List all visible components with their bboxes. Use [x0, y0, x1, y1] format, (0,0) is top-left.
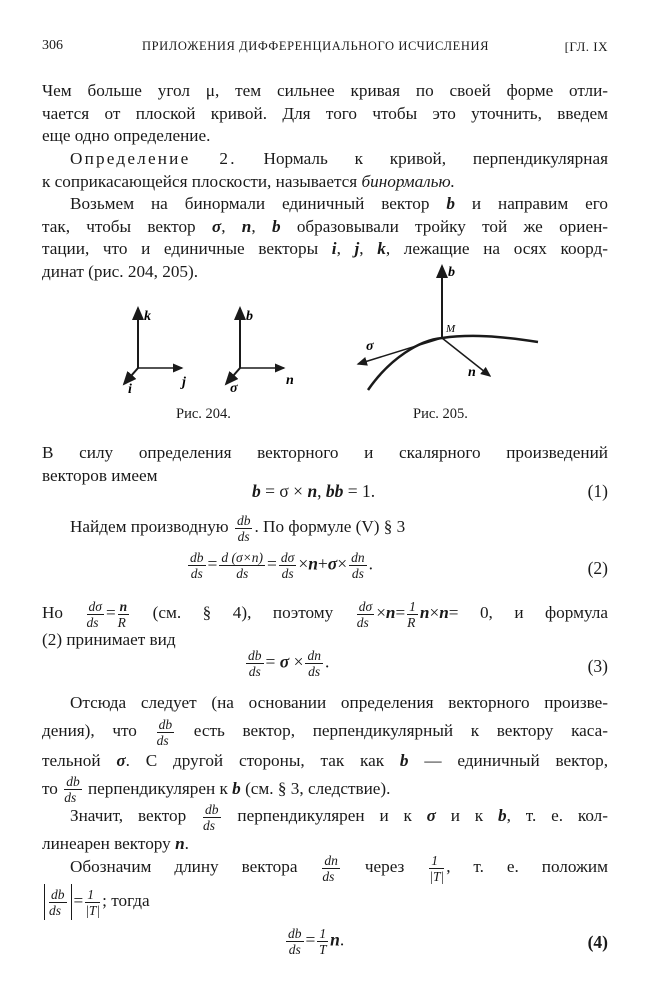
math-symbol: b	[399, 750, 409, 770]
text-fragment: так, чтобы вектор	[42, 216, 212, 236]
numerator: dn	[307, 648, 321, 663]
numerator: db	[288, 926, 302, 941]
fraction	[305, 648, 323, 679]
numerator: dn	[351, 550, 365, 565]
text-fragment: линеарен вектору	[42, 833, 176, 853]
fraction	[246, 648, 264, 679]
math-symbol: b	[252, 481, 261, 501]
numerator: db	[51, 886, 65, 902]
caption-fig-205: Рис. 205.	[413, 406, 468, 422]
text-fragment: , т. е. положим	[446, 857, 608, 876]
fraction	[85, 887, 100, 918]
label-n: n	[286, 373, 294, 388]
denominator: |T|	[429, 868, 445, 884]
text-line: В силу определения векторного и скалярного произведений	[42, 443, 608, 462]
fraction-db-ds	[235, 513, 253, 544]
math-text: = σ ×	[260, 481, 308, 501]
equation-number-4: (4)	[587, 932, 608, 952]
text-fragment: и направим его	[455, 194, 608, 213]
fraction	[357, 599, 374, 630]
denominator: ds	[86, 614, 99, 630]
fraction	[317, 926, 328, 957]
text-line	[42, 148, 608, 171]
text-fragment: .	[184, 833, 189, 853]
numerator: dσ	[358, 598, 373, 614]
math-symbol: σ	[327, 553, 338, 574]
denominator: ds	[308, 664, 321, 679]
text-line	[42, 716, 608, 748]
equation-4: $\frac{db}{ds}$ = $\frac{1}{T}$ n.	[288, 926, 345, 957]
math-symbol: n	[307, 481, 318, 501]
text-line	[42, 748, 608, 774]
math-symbol: b	[271, 216, 281, 236]
denominator: ds	[64, 790, 77, 806]
definition-term: Определение 2.	[70, 149, 237, 168]
text-fragment: тации, что и единичные векторы	[42, 239, 332, 258]
abs-bar	[71, 884, 72, 920]
text-line: тации, что и единичные векторы i, j, k, лежащие на осях коорд-	[42, 239, 608, 258]
text-line	[42, 171, 608, 194]
text-fragment: , т. е. кол-	[506, 806, 608, 825]
text-line	[42, 193, 608, 216]
fraction	[322, 853, 340, 884]
fraction	[118, 599, 130, 630]
text-fragment: тельной	[42, 750, 117, 770]
denominator: ds	[190, 566, 203, 581]
math-symbol: n	[439, 603, 449, 622]
running-title: ПРИЛОЖЕНИЯ ДИФФЕРЕНЦИАЛЬНОГО ИСЧИСЛЕНИЯ	[142, 39, 490, 53]
numerator: db	[158, 716, 173, 732]
math-symbol: σ	[279, 651, 290, 672]
text-fragment: — единичный вектор,	[408, 750, 608, 770]
denominator: ds	[322, 868, 335, 884]
fraction	[407, 599, 418, 630]
text-fragment: образовывали тройку той же ориен-	[280, 216, 608, 236]
math-symbol: σ	[211, 216, 222, 236]
paragraph-9	[42, 850, 608, 920]
denominator: ds	[248, 664, 261, 679]
text-line: (2) принимает вид	[42, 630, 176, 649]
text-line: чается от плоской кривой. Для того чтобы это уточнить, введем	[42, 103, 608, 123]
fraction	[49, 887, 67, 918]
paragraph-1	[42, 80, 608, 148]
text-fragment: (см. § 4), поэтому	[131, 603, 355, 622]
equation-1	[252, 481, 375, 502]
figure-204	[110, 300, 310, 405]
label-sigma: σ	[230, 381, 238, 396]
math-symbol: σ	[426, 806, 436, 825]
denominator: ds	[281, 566, 294, 581]
text-line: Отсюда следует (на основании определения векторного произве-	[70, 693, 608, 712]
text-fragment: то	[42, 778, 63, 798]
text-line: $\frac{db}{ds}$ = $\frac{1}{|T|}$ ; тогда	[42, 884, 608, 920]
math-symbol: n	[308, 553, 318, 574]
equation-2: $\frac{db}{ds}$ = $\frac{d (\sigma\times n)}{ds}$ = $\frac{d\sigma}{ds}$ ×n+σ× $\frac{dn}{ds}$ .	[190, 550, 373, 581]
equation-number-3: (3)	[587, 656, 608, 676]
axes-sigma-n-b	[226, 308, 294, 396]
paragraph-6	[42, 596, 608, 650]
denominator: |T|	[85, 902, 101, 918]
math-symbol: b	[446, 194, 455, 213]
denominator: R	[407, 614, 416, 630]
denominator: T	[318, 942, 327, 957]
math-symbol: n	[385, 603, 396, 622]
denominator: ds	[156, 732, 169, 748]
numerator: db	[190, 550, 204, 565]
numerator: dσ	[280, 550, 295, 565]
label-k: k	[144, 309, 151, 324]
fraction	[219, 550, 265, 581]
term-binormal: бинормалью.	[361, 171, 455, 191]
caption-fig-204: Рис. 204.	[176, 406, 231, 422]
figure-205	[350, 258, 550, 398]
text-line	[42, 216, 608, 239]
text-fragment: Возьмем на бинормали единичный вектор	[70, 194, 447, 213]
math-symbol: j	[354, 239, 360, 258]
text-fragment: . По формуле (V) § 3	[254, 517, 406, 536]
paragraph-definition-2	[42, 148, 608, 193]
math-symbol: b	[232, 778, 241, 798]
text-fragment: . С другой стороны, так как	[125, 750, 400, 770]
paragraph-5	[42, 512, 608, 544]
math-symbol: k	[377, 239, 386, 258]
chapter-label: [ГЛ. IX	[564, 39, 608, 54]
equation-number-1: (1)	[587, 481, 608, 501]
text-line	[42, 800, 608, 833]
numerator: db	[248, 648, 262, 663]
math-symbol: σ	[116, 750, 126, 770]
denominator: ds	[237, 528, 250, 544]
text-line: Чем больше угол μ, тем сильнее кривая по своей форме отли-	[42, 81, 608, 100]
text-fragment: Но	[42, 603, 85, 622]
numerator: 1	[85, 887, 100, 903]
math-symbol: i	[331, 239, 337, 258]
numerator: d (σ×n)	[221, 550, 264, 565]
text-fragment: есть вектор, перпендикулярный к вектору каса-	[176, 721, 608, 740]
text-line: Но $\frac{d\sigma}{ds}$ = $\frac{n}{R}$ (см. § 4), поэтому $\frac{d\sigma}{ds}$ ×n= $\frac{1}{R}$ n×n= 0, и формула	[42, 598, 608, 630]
text-fragment: Нормаль к кривой, перпендикулярная	[236, 149, 608, 168]
math-symbol: n	[241, 216, 252, 236]
label-sigma: σ	[366, 339, 374, 354]
denominator: ds	[351, 566, 364, 581]
denominator: ds	[49, 902, 62, 918]
numerator: db	[236, 512, 251, 528]
numerator: 1	[409, 598, 416, 614]
text-line: динат (рис. 204, 205).	[42, 261, 199, 281]
label-M: M	[446, 323, 456, 335]
axes-ijk	[124, 308, 186, 397]
math-symbol: b	[498, 806, 507, 825]
numerator: 1	[429, 853, 444, 869]
label-b: b	[448, 265, 455, 280]
denominator: ds	[356, 614, 369, 630]
denominator: R	[117, 614, 126, 630]
space-curve	[368, 336, 538, 390]
math-text: ,	[317, 481, 326, 501]
fraction	[286, 926, 304, 957]
label-i: i	[128, 382, 132, 397]
label-b: b	[246, 309, 253, 324]
math-text: = 1.	[343, 481, 376, 501]
text-line: еще одно определение.	[42, 126, 211, 145]
page-number: 306	[42, 38, 63, 53]
text-fragment: ,	[251, 216, 272, 236]
numerator: dσ	[88, 598, 102, 614]
math-symbol: n	[175, 833, 185, 853]
text-fragment: , лежащие на осях коорд-	[385, 239, 608, 258]
text-fragment: и к	[435, 806, 498, 825]
text-line	[42, 850, 608, 884]
text-fragment: к соприкасающейся плоскости, называется	[42, 171, 362, 191]
text-fragment: перпендикулярен и к	[222, 806, 427, 825]
numerator: n	[119, 598, 128, 614]
text-fragment: перпендикулярен к	[83, 778, 233, 798]
denominator: ds	[203, 817, 216, 833]
equation-3: $\frac{db}{ds}$ = σ × $\frac{dn}{ds}$ .	[248, 648, 330, 679]
numerator: dn	[324, 852, 338, 868]
paragraph-7	[42, 690, 608, 805]
numerator: db	[66, 774, 80, 790]
text-fragment: через	[341, 857, 428, 876]
fraction	[87, 599, 104, 630]
numerator: db	[205, 801, 219, 817]
fraction	[203, 802, 221, 833]
text-fragment: Обозначим длину вектора	[70, 857, 321, 876]
label-j: j	[182, 375, 186, 390]
text-fragment: Значит, вектор	[70, 806, 202, 825]
fraction	[279, 550, 296, 581]
math-symbol: n	[330, 929, 340, 950]
fraction	[188, 550, 206, 581]
fraction	[349, 550, 367, 581]
text-fragment: ; тогда	[102, 891, 150, 910]
numerator: 1	[319, 926, 327, 941]
text-fragment: ,	[221, 216, 242, 236]
text-fragment: дения), что	[42, 721, 155, 740]
text-fragment: (см. § 3, следствие).	[240, 778, 391, 798]
running-header	[42, 38, 608, 58]
denominator: ds	[236, 566, 249, 581]
paragraph-8	[42, 800, 608, 855]
abs-bar	[44, 884, 45, 920]
equation-number-2: (2)	[587, 558, 608, 578]
fraction	[429, 853, 444, 884]
label-n: n	[468, 365, 476, 380]
text-fragment: = 0, и формула	[448, 603, 608, 622]
fraction	[157, 717, 175, 748]
math-symbol: bb	[325, 481, 344, 501]
text-fragment: Найдем производную	[70, 517, 233, 536]
text-line: векторов имеем	[42, 465, 158, 485]
math-symbol: n	[419, 603, 430, 622]
denominator: ds	[288, 942, 301, 957]
